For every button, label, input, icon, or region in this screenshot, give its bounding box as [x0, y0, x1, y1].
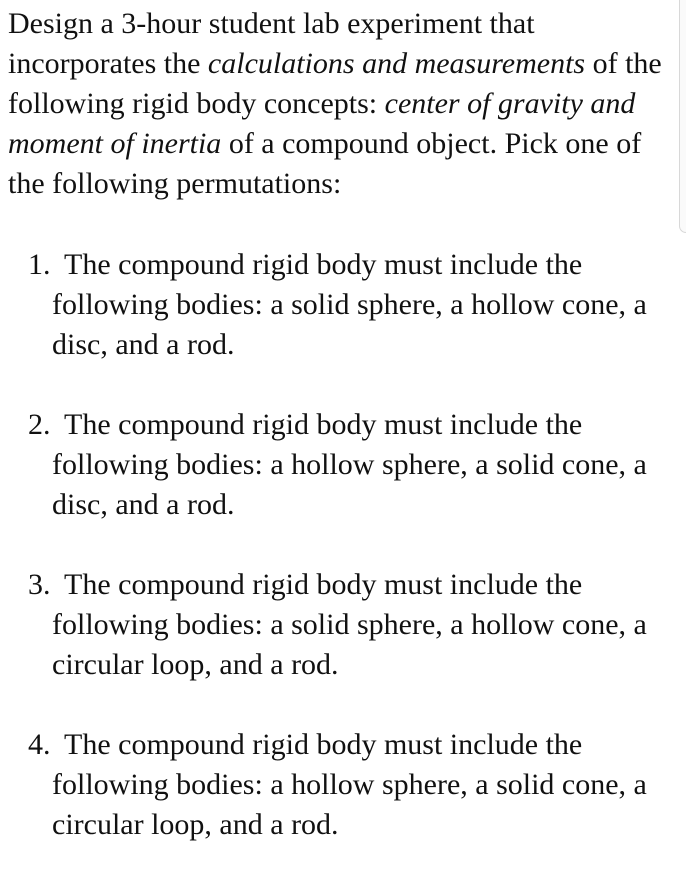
- permutation-number: 3.: [28, 568, 51, 601]
- permutation-item-1: [0, 245, 660, 365]
- intro-paragraph: [8, 4, 668, 204]
- intro-text-part2: of the following rigid body concepts:: [8, 47, 662, 120]
- intro-italic-calculations: calculations and measurements: [207, 47, 586, 80]
- permutation-number: 4.: [28, 728, 51, 761]
- permutation-text: The compound rigid body must include the following bodies: a solid sphere, a hollow cone, a disc, and a rod.: [52, 248, 647, 361]
- permutation-item-3: [0, 565, 660, 685]
- permutation-item-4: [0, 725, 660, 845]
- intro-text-part3: of a compound object. Pick one of the following permutations:: [8, 127, 642, 200]
- scrollbar-track-edge[interactable]: [679, 0, 686, 233]
- permutation-text: The compound rigid body must include the following bodies: a solid sphere, a hollow cone, a circular loop, and a rod.: [52, 568, 647, 681]
- permutation-text: The compound rigid body must include the following bodies: a hollow sphere, a solid cone, a circular loop, and a rod.: [52, 728, 647, 841]
- permutation-list: [0, 245, 660, 885]
- permutation-text: The compound rigid body must include the following bodies: a hollow sphere, a solid cone, a disc, and a rod.: [52, 408, 647, 521]
- intro-text-part1: Design a 3-hour student lab experiment that incorporates the: [8, 7, 535, 80]
- intro-italic-concepts: center of gravity and moment of inertia: [8, 87, 636, 160]
- permutation-number: 1.: [28, 248, 51, 281]
- permutation-number: 2.: [28, 408, 51, 441]
- permutation-item-2: [0, 405, 660, 525]
